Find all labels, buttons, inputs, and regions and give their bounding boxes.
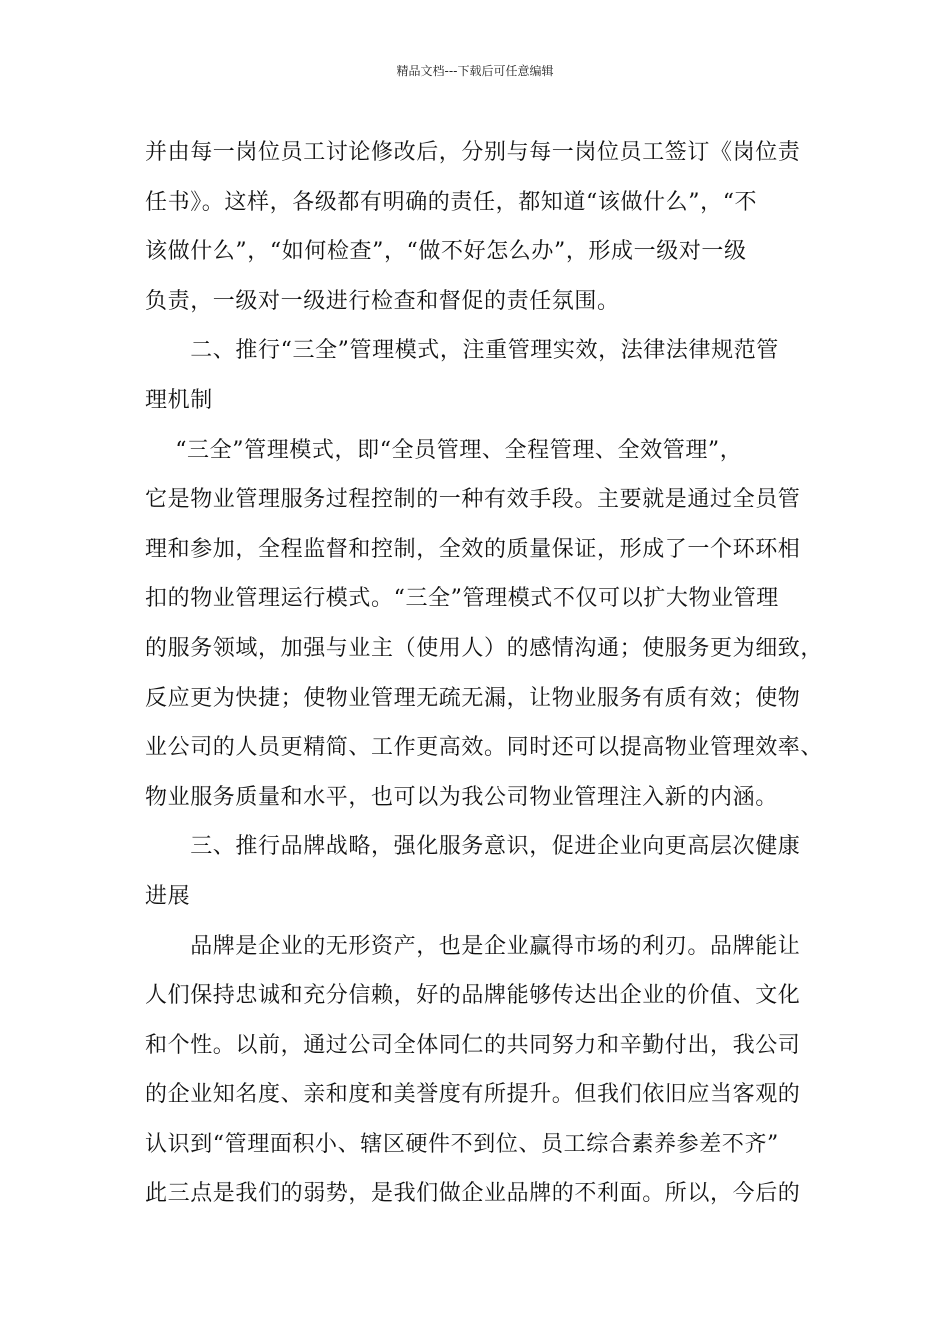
text-line: 认识到“管理面积小、辖区硬件不到位、员工综合素养参差不齐” <box>145 1131 779 1157</box>
page-header: 精品文档---下载后可任意编辑 <box>396 64 554 78</box>
text-line: 物业服务质量和水平，也可以为我公司物业管理注入新的内涵。 <box>145 784 778 810</box>
text-line: 理和参加，全程监督和控制，全效的质量保证，形成了一个环环相 <box>145 536 801 562</box>
text-line: 负责，一级对一级进行检查和督促的责任氛围。 <box>145 288 620 314</box>
text-line: 品牌是企业的无形资产，也是企业赢得市场的利刃。品牌能让 <box>145 933 801 959</box>
text-line: 扣的物业管理运行模式。“三全”管理模式不仅可以扩大物业管理 <box>145 586 779 612</box>
text-line: 任书》。这样，各级都有明确的责任，都知道“该做什么”，“不 <box>145 189 758 215</box>
text-line: 的服务领域，加强与业主（使用人）的感情沟通；使服务更为细致， <box>145 635 824 661</box>
text-line: 此三点是我们的弱势，是我们做企业品牌的不利面。所以，今后的 <box>145 1181 801 1207</box>
text-line: 它是物业管理服务过程控制的一种有效手段。主要就是通过全员管 <box>145 487 801 513</box>
section-heading-line: 三、推行品牌战略，强化服务意识，促进企业向更高层次健康 <box>145 834 801 860</box>
section-heading-line: 进展 <box>145 883 191 909</box>
text-line: 反应更为快捷；使物业管理无疏无漏，让物业服务有质有效；使物 <box>145 685 801 711</box>
section-heading-line: 理机制 <box>145 387 213 413</box>
text-line: 该做什么”，“如何检查”，“做不好怎么办”，形成一级对一级 <box>145 239 747 265</box>
text-line: 并由每一岗位员工讨论修改后，分别与每一岗位员工签订《岗位责 <box>145 140 801 165</box>
text-line: 和个性。以前，通过公司全体同仁的共同努力和辛勤付出，我公司 <box>145 1032 801 1058</box>
section-heading-line: 二、推行“三全”管理模式，注重管理实效，法律法律规范管 <box>145 338 779 364</box>
text-line: 人们保持忠诚和充分信赖，好的品牌能够传达出企业的价值、文化 <box>145 983 801 1009</box>
document-body <box>145 128 825 1219</box>
text-line: “三全”管理模式，即“全员管理、全程管理、全效管理”， <box>145 437 743 463</box>
text-line: 业公司的人员更精简、工作更高效。同时还可以提高物业管理效率、 <box>145 735 824 761</box>
text-line: 的企业知名度、亲和度和美誉度有所提升。但我们依旧应当客观的 <box>145 1082 801 1108</box>
